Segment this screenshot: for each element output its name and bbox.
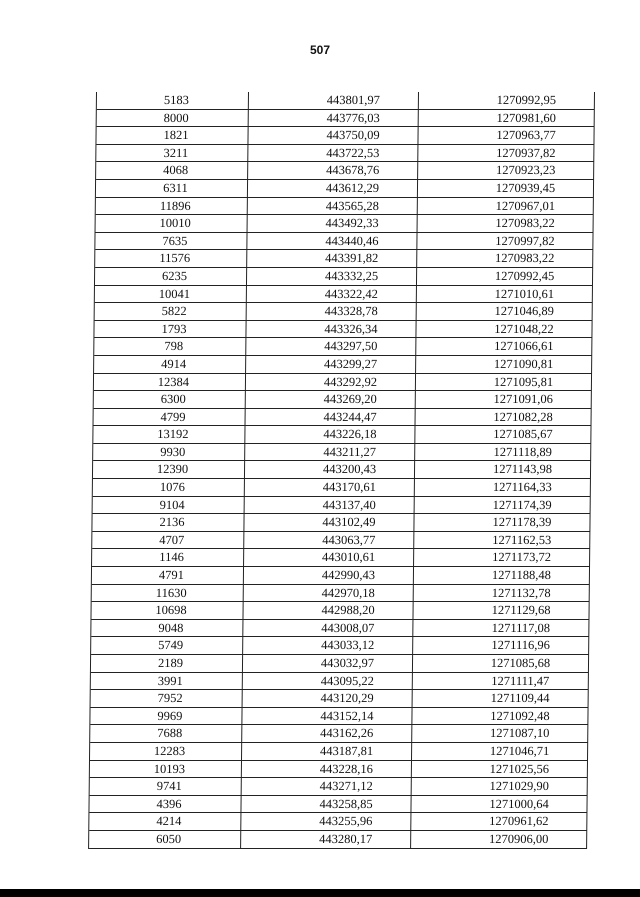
point-number-cell: 10698 [91,602,243,619]
table-row [96,162,594,180]
table-row [96,180,594,198]
y-coordinate-cell: 1271143,98 [415,461,591,478]
y-coordinate-cell: 1271178,39 [414,514,590,531]
y-coordinate-cell: 1270923,23 [418,162,594,179]
x-coordinate-cell: 443008,07 [243,620,413,637]
table-row [95,268,593,286]
point-number-cell: 1076 [93,479,245,496]
table-row [93,426,591,444]
table-row [90,708,588,726]
point-number-cell: 11896 [96,198,248,215]
table-row [90,743,588,761]
x-coordinate-cell: 443271,12 [242,778,412,795]
y-coordinate-cell: 1271085,68 [413,655,589,672]
x-coordinate-cell: 443269,20 [246,391,416,408]
x-coordinate-cell: 443211,27 [245,444,415,461]
y-coordinate-cell: 1270967,01 [418,198,594,215]
y-coordinate-cell: 1271129,68 [413,602,589,619]
table-row [91,690,589,708]
table-row [92,585,590,603]
table-row [91,673,589,691]
table-row [97,110,595,128]
y-coordinate-cell: 1271164,33 [415,479,591,496]
x-coordinate-cell: 443292,92 [246,374,416,391]
y-coordinate-cell: 1271082,28 [416,409,592,426]
table-row [91,602,589,620]
y-coordinate-cell: 1271091,06 [416,391,592,408]
x-coordinate-cell: 443120,29 [243,690,413,707]
x-coordinate-cell: 443032,97 [243,655,413,672]
point-number-cell: 3991 [91,673,243,690]
table-row [94,374,592,392]
x-coordinate-cell: 443391,82 [247,250,417,267]
table-row [96,145,594,163]
point-number-cell: 11630 [92,585,244,602]
table-row [92,549,590,567]
y-coordinate-cell: 1270983,22 [418,215,594,232]
scan-edge-band [0,889,640,897]
table-row [94,321,592,339]
table-row [93,444,591,462]
point-number-cell: 7952 [91,690,243,707]
x-coordinate-cell: 443137,40 [245,497,415,514]
coordinate-table [88,92,595,849]
x-coordinate-cell: 443328,78 [247,303,417,320]
y-coordinate-cell: 1271092,48 [412,708,588,725]
table-row [96,198,594,216]
y-coordinate-cell: 1270961,62 [411,813,587,830]
x-coordinate-cell: 443033,12 [243,637,413,654]
x-coordinate-cell: 443255,96 [241,813,411,830]
y-coordinate-cell: 1271095,81 [416,374,592,391]
x-coordinate-cell: 443440,46 [247,233,417,250]
table-row [94,391,592,409]
point-number-cell: 7635 [95,233,247,250]
x-coordinate-cell: 443565,28 [248,198,418,215]
x-coordinate-cell: 443010,61 [244,549,414,566]
table-row [93,479,591,497]
y-coordinate-cell: 1271111,47 [413,673,589,690]
x-coordinate-cell: 443258,85 [241,796,411,813]
x-coordinate-cell: 443722,53 [248,145,418,162]
x-coordinate-cell: 443228,16 [242,761,412,778]
x-coordinate-cell: 443102,49 [244,514,414,531]
point-number-cell: 1793 [94,321,246,338]
table-row [93,461,591,479]
table-row [95,233,593,251]
table-row [91,655,589,673]
x-coordinate-cell: 443326,34 [246,321,416,338]
table-row [90,778,588,796]
point-number-cell: 11576 [95,250,247,267]
y-coordinate-cell: 1271174,39 [415,497,591,514]
table-row [97,92,595,110]
y-coordinate-cell: 1271117,08 [413,620,589,637]
point-number-cell: 9969 [90,708,242,725]
x-coordinate-cell: 443200,43 [245,461,415,478]
point-number-cell: 10041 [95,286,247,303]
table-row [92,514,590,532]
y-coordinate-cell: 1270983,22 [417,250,593,267]
table-row [89,813,587,831]
x-coordinate-cell: 443750,09 [248,127,418,144]
x-coordinate-cell: 443299,27 [246,356,416,373]
y-coordinate-cell: 1271048,22 [416,321,592,338]
x-coordinate-cell: 443170,61 [245,479,415,496]
y-coordinate-cell: 1271046,71 [412,743,588,760]
y-coordinate-cell: 1270906,00 [411,831,587,848]
y-coordinate-cell: 1270992,95 [419,92,595,109]
page-number: 507 [309,43,331,57]
point-number-cell: 4707 [92,532,244,549]
y-coordinate-cell: 1271090,81 [416,356,592,373]
table-row [89,831,587,849]
point-number-cell: 5822 [95,303,247,320]
x-coordinate-cell: 443776,03 [249,110,419,127]
point-number-cell: 12283 [90,743,242,760]
point-number-cell: 2189 [91,655,243,672]
y-coordinate-cell: 1271025,56 [412,761,588,778]
y-coordinate-cell: 1270981,60 [419,110,595,127]
y-coordinate-cell: 1270992,45 [417,268,593,285]
y-coordinate-cell: 1271087,10 [412,725,588,742]
table-row [95,250,593,268]
x-coordinate-cell: 443226,18 [245,426,415,443]
y-coordinate-cell: 1270939,45 [418,180,594,197]
point-number-cell: 6300 [94,391,246,408]
x-coordinate-cell: 443152,14 [242,708,412,725]
x-coordinate-cell: 443063,77 [244,532,414,549]
point-number-cell: 9930 [93,444,245,461]
point-number-cell: 10193 [90,761,242,778]
point-number-cell: 1146 [92,549,244,566]
x-coordinate-cell: 442970,18 [244,585,414,602]
point-number-cell: 4799 [94,409,246,426]
point-number-cell: 4914 [94,356,246,373]
point-number-cell: 6050 [89,831,241,848]
x-coordinate-cell: 443280,17 [241,831,411,848]
point-number-cell: 13192 [93,426,245,443]
y-coordinate-cell: 1270963,77 [418,127,594,144]
table-row [90,725,588,743]
y-coordinate-cell: 1271010,61 [417,286,593,303]
point-number-cell: 12390 [93,461,245,478]
point-number-cell: 12384 [94,374,246,391]
point-number-cell: 798 [94,338,246,355]
point-number-cell: 4791 [92,567,244,584]
table-row [94,338,592,356]
y-coordinate-cell: 1270997,82 [417,233,593,250]
x-coordinate-cell: 443162,26 [242,725,412,742]
table-row [91,637,589,655]
point-number-cell: 3211 [96,145,248,162]
point-number-cell: 5183 [97,92,249,109]
point-number-cell: 9104 [93,497,245,514]
y-coordinate-cell: 1271046,89 [417,303,593,320]
y-coordinate-cell: 1271162,53 [414,532,590,549]
point-number-cell: 6235 [95,268,247,285]
y-coordinate-cell: 1271173,72 [414,549,590,566]
point-number-cell: 4068 [96,162,248,179]
y-coordinate-cell: 1271132,78 [414,585,590,602]
table-row [90,761,588,779]
x-coordinate-cell: 443492,33 [248,215,418,232]
point-number-cell: 4396 [89,796,241,813]
point-number-cell: 8000 [97,110,249,127]
point-number-cell: 2136 [92,514,244,531]
y-coordinate-cell: 1271085,67 [415,426,591,443]
point-number-cell: 4214 [89,813,241,830]
x-coordinate-cell: 443095,22 [243,673,413,690]
y-coordinate-cell: 1270937,82 [418,145,594,162]
table-row [93,409,591,427]
x-coordinate-cell: 443612,29 [248,180,418,197]
y-coordinate-cell: 1271066,61 [416,338,592,355]
point-number-cell: 7688 [90,725,242,742]
table-row [92,532,590,550]
table-row [95,286,593,304]
table-row [91,620,589,638]
table-row [96,215,594,233]
y-coordinate-cell: 1271188,48 [414,567,590,584]
y-coordinate-cell: 1271116,96 [413,637,589,654]
y-coordinate-cell: 1271000,64 [411,796,587,813]
table-row [92,567,590,585]
table-row [96,127,594,145]
y-coordinate-cell: 1271029,90 [412,778,588,795]
x-coordinate-cell: 443332,25 [247,268,417,285]
point-number-cell: 1821 [96,127,248,144]
point-number-cell: 6311 [96,180,248,197]
table-row [94,356,592,374]
point-number-cell: 9048 [91,620,243,637]
x-coordinate-cell: 443297,50 [246,338,416,355]
x-coordinate-cell: 443678,76 [248,162,418,179]
point-number-cell: 9741 [90,778,242,795]
table-row [89,796,587,814]
point-number-cell: 5749 [91,637,243,654]
y-coordinate-cell: 1271118,89 [415,444,591,461]
y-coordinate-cell: 1271109,44 [413,690,589,707]
x-coordinate-cell: 443187,81 [242,743,412,760]
x-coordinate-cell: 443801,97 [249,92,419,109]
x-coordinate-cell: 442990,43 [244,567,414,584]
point-number-cell: 10010 [96,215,248,232]
x-coordinate-cell: 443322,42 [247,286,417,303]
table-row [95,303,593,321]
x-coordinate-cell: 442988,20 [243,602,413,619]
x-coordinate-cell: 443244,47 [246,409,416,426]
table-row [93,497,591,515]
